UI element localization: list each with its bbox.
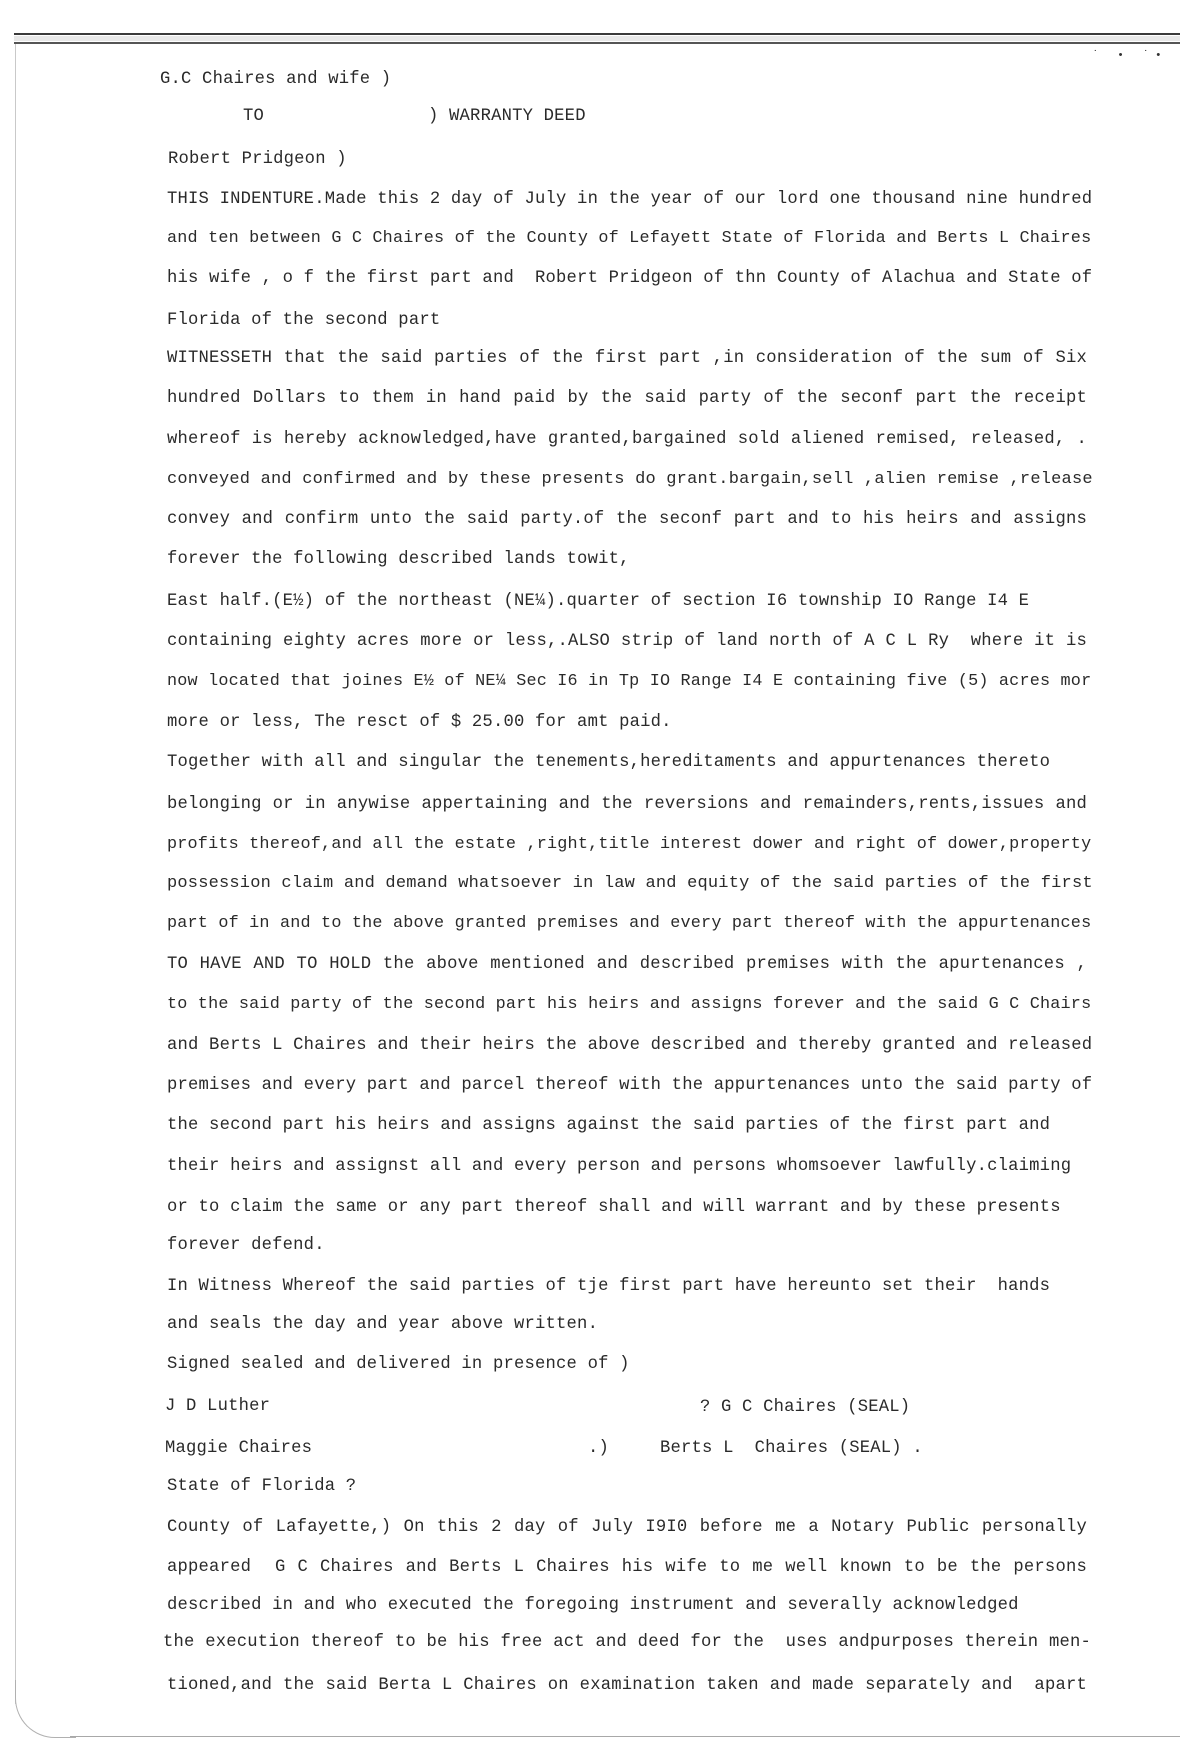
page-bottom-edge — [70, 1736, 1180, 1737]
party-to: Robert Pridgeon ) — [168, 150, 347, 169]
header-rule-top — [14, 33, 1180, 35]
body-line: their heirs and assignst all and every person and persons whomsoever lawfully.claiming — [167, 1157, 1072, 1176]
body-line: TO HAVE AND TO HOLD the above mentioned and described premises with the apurtenances , — [167, 955, 1087, 974]
party-from: G.C Chaires and wife ) — [160, 70, 392, 89]
body-line: East half.(E½) of the northeast (NE¼).quarter of section I6 township IO Range I4 E — [167, 592, 1030, 611]
body-line: Signed sealed and delivered in presence of ) — [167, 1355, 630, 1374]
ink-specks-icon: ˙ • ˙• — [1092, 50, 1168, 62]
body-line: whereof is hereby acknowledged,have granted,bargained sold aliened remised, released, . — [167, 430, 1087, 449]
body-line: In Witness Whereof the said parties of tje first part have hereunto set their hands — [167, 1277, 1051, 1296]
body-line: belonging or in anywise appertaining and the reversions and remainders,rents,issues and — [167, 795, 1087, 814]
body-line: premises and every part and parcel thereof with the appurtenances unto the said party of — [167, 1076, 1093, 1095]
ack-line: appeared G C Chaires and Berts L Chaires his wife to me well known to be the persons — [167, 1558, 1087, 1577]
body-line: forever the following described lands towit, — [167, 550, 630, 569]
header-rule-shade — [14, 36, 1180, 41]
ack-state: State of Florida ? — [167, 1477, 357, 1496]
body-line: the second part his heirs and assigns against the said parties of the first part and — [167, 1116, 1051, 1135]
body-line: Together with all and singular the tenements,hereditaments and appurtenances thereto — [167, 753, 1051, 772]
body-line: forever defend. — [167, 1236, 325, 1255]
header-rule-bottom — [14, 42, 1180, 44]
body-line: containing eighty acres more or less,.ALSO strip of land north of A C L Ry where it is — [167, 632, 1087, 651]
body-line: and seals the day and year above written. — [167, 1315, 599, 1334]
body-line: WITNESSETH that the said parties of the first part ,in consideration of the sum of Six — [167, 349, 1087, 368]
body-line: and ten between G C Chaires of the County of Lefayett State of Florida and Berts L Chaires — [167, 229, 1092, 248]
body-line: profits thereof,and all the estate ,right,title interest dower and right of dower,property — [167, 835, 1092, 854]
body-line: possession claim and demand whatsoever in law and equity of the said parties of the first — [167, 874, 1093, 893]
ack-line: tioned,and the said Berta L Chaires on examination taken and made separately and apart — [167, 1676, 1087, 1695]
page-corner — [15, 1680, 76, 1738]
body-line: to the said party of the second part his heirs and assigns forever and the said G C Chairs — [167, 995, 1092, 1014]
body-line: THIS INDENTURE.Made this 2 day of July in the year of our lord one thousand nine hundred — [167, 190, 1093, 209]
body-line: now located that joines E½ of NE¼ Sec I6 in Tp IO Range I4 E containing five (5) acres mor — [167, 672, 1092, 691]
body-line: more or less, The resct of $ 25.00 for amt paid. — [167, 713, 672, 732]
body-line: part of in and to the above granted premises and every part thereof with the appurtenances — [167, 914, 1092, 933]
signer-1: ? G C Chaires (SEAL) — [700, 1398, 911, 1417]
body-line: or to claim the same or any part thereof shall and will warrant and by these presents — [167, 1198, 1061, 1217]
witness-2: Maggie Chaires — [165, 1439, 313, 1458]
ack-line: County of Lafayette,) On this 2 day of July I9I0 before me a Notary Public personally — [167, 1518, 1087, 1537]
ack-line: described in and who executed the foregoing instrument and severally acknowledged — [167, 1596, 1019, 1615]
page-left-edge — [15, 44, 16, 1704]
ack-line: the execution thereof to be his free act and deed for the uses andpurposes therein men- — [163, 1633, 1091, 1652]
body-line: his wife , o f the first part and Robert Pridgeon of thn County of Alachua and State of — [167, 269, 1093, 288]
body-line: and Berts L Chaires and their heirs the above described and thereby granted and released — [167, 1036, 1093, 1055]
to-label: TO — [243, 107, 265, 126]
signer-2: Berts L Chaires (SEAL) . — [660, 1439, 923, 1458]
body-line: hundred Dollars to them in hand paid by the said party of the seconf part the receipt — [167, 389, 1087, 408]
document-title: ) WARRANTY DEED — [428, 107, 586, 126]
body-line: Florida of the second part — [167, 311, 441, 330]
witness-1: J D Luther — [165, 1397, 271, 1416]
body-line: convey and confirm unto the said party.of the seconf part and to his heirs and assigns — [167, 510, 1087, 529]
signature-bracket: .) — [588, 1439, 610, 1458]
body-line: conveyed and confirmed and by these presents do grant.bargain,sell ,alien remise ,release — [167, 470, 1093, 489]
